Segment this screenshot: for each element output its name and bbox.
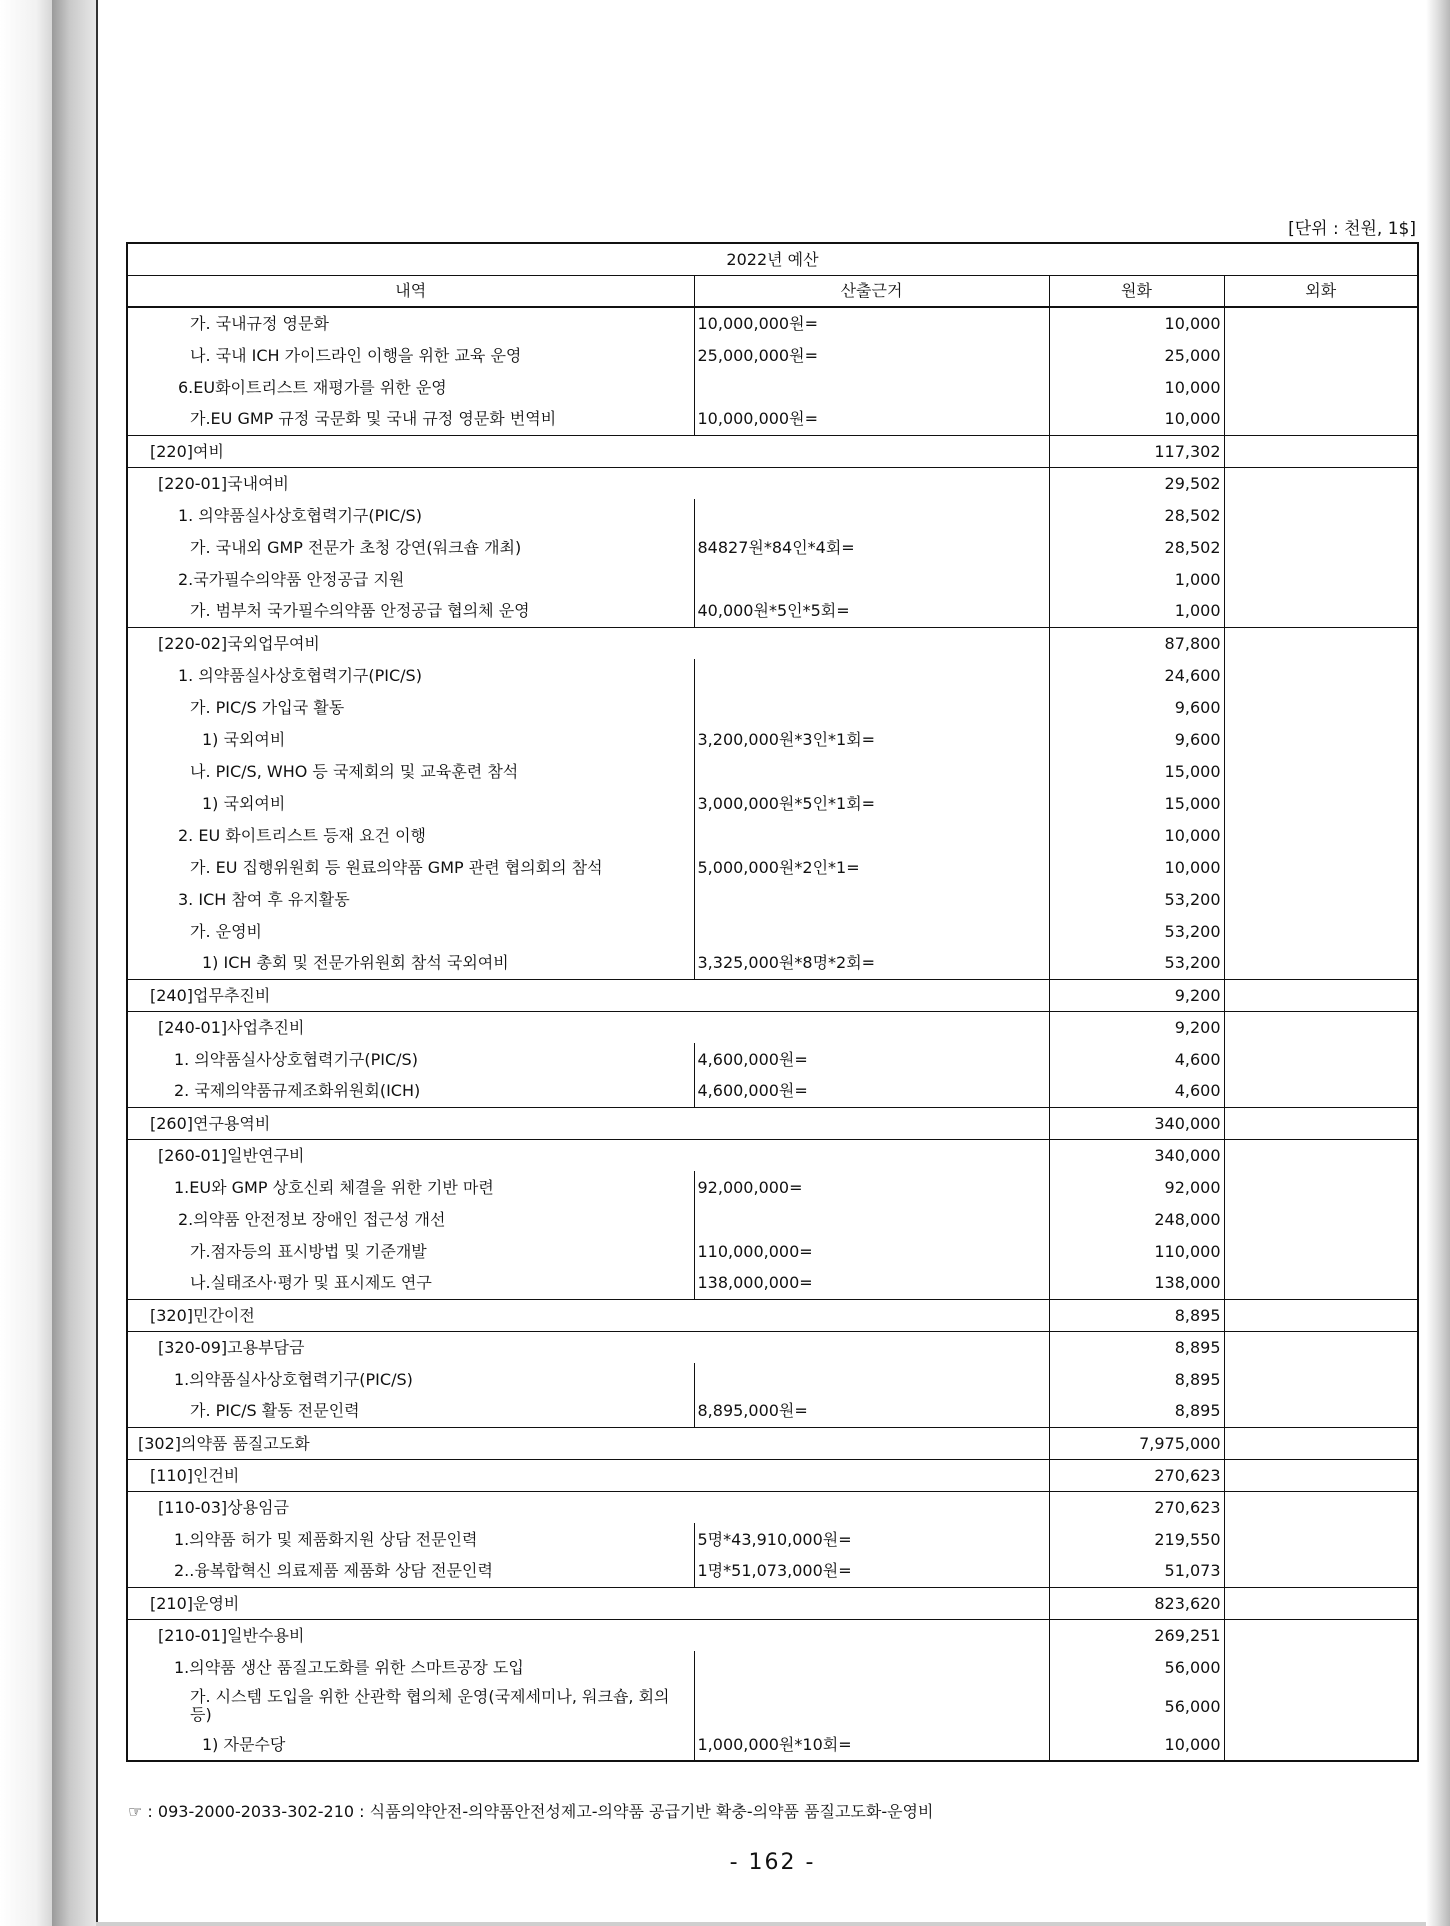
table-row [127, 787, 1418, 819]
table-row [127, 531, 1418, 563]
row-basis-cell [694, 1363, 1049, 1395]
table-row [127, 1235, 1418, 1267]
row-fx-cell [1224, 1651, 1418, 1683]
row-basis-cell: 10,000,000원= [694, 307, 1049, 339]
row-krw-cell: 15,000 [1049, 755, 1224, 787]
row-item-cell: 나. PIC/S, WHO 등 국제회의 및 교육훈련 참석 [127, 755, 694, 787]
row-item-cell: 1.의약품 허가 및 제품화지원 상담 전문인력 [127, 1523, 694, 1555]
row-fx-cell [1224, 1363, 1418, 1395]
row-basis-cell [694, 883, 1049, 915]
row-krw-cell: 92,000 [1049, 1171, 1224, 1203]
page-number: - 162 - [729, 1850, 816, 1875]
row-krw-cell: 9,200 [1049, 1011, 1224, 1043]
row-basis-cell: 4,600,000원= [694, 1043, 1049, 1075]
row-krw-cell: 15,000 [1049, 787, 1224, 819]
table-row [127, 979, 1418, 1011]
row-fx-cell [1224, 307, 1418, 339]
row-basis-cell: 3,325,000원*8명*2회= [694, 947, 1049, 979]
row-krw-cell: 270,623 [1049, 1459, 1224, 1491]
row-basis-cell: 25,000,000원= [694, 339, 1049, 371]
row-item-cell: [302]의약품 품질고도화 [127, 1427, 1049, 1459]
row-item-cell: 나. 국내 ICH 가이드라인 이행을 위한 교육 운영 [127, 339, 694, 371]
table-row [127, 1107, 1418, 1139]
row-fx-cell [1224, 371, 1418, 403]
row-krw-cell: 10,000 [1049, 403, 1224, 435]
row-fx-cell [1224, 467, 1418, 499]
row-fx-cell [1224, 1171, 1418, 1203]
table-row [127, 1171, 1418, 1203]
table-row [127, 1395, 1418, 1427]
row-item-cell: 1.의약품 생산 품질고도화를 위한 스마트공장 도입 [127, 1651, 694, 1683]
row-fx-cell [1224, 1299, 1418, 1331]
row-item-cell: [110]인건비 [127, 1459, 1049, 1491]
row-krw-cell: 10,000 [1049, 1729, 1224, 1761]
row-krw-cell: 219,550 [1049, 1523, 1224, 1555]
row-basis-cell: 84827원*84인*4회= [694, 531, 1049, 563]
row-item-cell: [320]민간이전 [127, 1299, 1049, 1331]
table-row [127, 627, 1418, 659]
row-krw-cell: 269,251 [1049, 1619, 1224, 1651]
row-fx-cell [1224, 979, 1418, 1011]
row-fx-cell [1224, 1523, 1418, 1555]
row-item-cell: 2. EU 화이트리스트 등재 요건 이행 [127, 819, 694, 851]
row-krw-cell: 53,200 [1049, 883, 1224, 915]
row-item-cell: 2.의약품 안전정보 장애인 접근성 개선 [127, 1203, 694, 1235]
row-item-cell: 가. 국내외 GMP 전문가 초청 강연(워크숍 개최) [127, 531, 694, 563]
row-basis-cell: 92,000,000= [694, 1171, 1049, 1203]
table-row [127, 1555, 1418, 1587]
row-fx-cell [1224, 947, 1418, 979]
row-basis-cell: 3,200,000원*3인*1회= [694, 723, 1049, 755]
row-basis-cell [694, 371, 1049, 403]
row-item-cell: [260]연구용역비 [127, 1107, 1049, 1139]
row-fx-cell [1224, 851, 1418, 883]
row-krw-cell: 51,073 [1049, 1555, 1224, 1587]
row-basis-cell [694, 755, 1049, 787]
column-header-basis: 산출근거 [694, 275, 1049, 307]
row-item-cell: 가. 국내규정 영문화 [127, 307, 694, 339]
row-fx-cell [1224, 1235, 1418, 1267]
table-row [127, 1363, 1418, 1395]
table-row [127, 1729, 1418, 1761]
row-krw-cell: 9,600 [1049, 723, 1224, 755]
row-fx-cell [1224, 1267, 1418, 1299]
row-krw-cell: 248,000 [1049, 1203, 1224, 1235]
row-item-cell: 1. 의약품실사상호협력기구(PIC/S) [127, 659, 694, 691]
row-krw-cell: 7,975,000 [1049, 1427, 1224, 1459]
table-row [127, 1683, 1418, 1729]
row-krw-cell: 56,000 [1049, 1651, 1224, 1683]
row-krw-cell: 24,600 [1049, 659, 1224, 691]
row-krw-cell: 823,620 [1049, 1587, 1224, 1619]
row-krw-cell: 25,000 [1049, 339, 1224, 371]
row-fx-cell [1224, 435, 1418, 467]
row-item-cell: 가. PIC/S 활동 전문인력 [127, 1395, 694, 1427]
row-fx-cell [1224, 563, 1418, 595]
row-item-cell: [210]운영비 [127, 1587, 1049, 1619]
row-item-cell: [260-01]일반연구비 [127, 1139, 1049, 1171]
row-basis-cell [694, 1651, 1049, 1683]
row-basis-cell [694, 819, 1049, 851]
row-krw-cell: 10,000 [1049, 307, 1224, 339]
row-item-cell: [240-01]사업추진비 [127, 1011, 1049, 1043]
table-row [127, 403, 1418, 435]
row-basis-cell [694, 1683, 1049, 1729]
table-row [127, 1427, 1418, 1459]
row-item-cell: 1. 의약품실사상호협력기구(PIC/S) [127, 1043, 694, 1075]
table-row [127, 915, 1418, 947]
row-item-cell: 1.의약품실사상호협력기구(PIC/S) [127, 1363, 694, 1395]
row-fx-cell [1224, 915, 1418, 947]
row-item-cell: 가.EU GMP 규정 국문화 및 국내 규정 영문화 번역비 [127, 403, 694, 435]
row-basis-cell: 1명*51,073,000원= [694, 1555, 1049, 1587]
table-row [127, 947, 1418, 979]
row-fx-cell [1224, 691, 1418, 723]
table-row [127, 467, 1418, 499]
row-fx-cell [1224, 403, 1418, 435]
row-krw-cell: 9,200 [1049, 979, 1224, 1011]
row-basis-cell: 138,000,000= [694, 1267, 1049, 1299]
table-row [127, 1267, 1418, 1299]
row-item-cell: 1. 의약품실사상호협력기구(PIC/S) [127, 499, 694, 531]
row-fx-cell [1224, 787, 1418, 819]
row-basis-cell: 10,000,000원= [694, 403, 1049, 435]
row-basis-cell: 4,600,000원= [694, 1075, 1049, 1107]
row-basis-cell [694, 659, 1049, 691]
table-row [127, 1139, 1418, 1171]
row-fx-cell [1224, 1011, 1418, 1043]
row-item-cell: 6.EU화이트리스트 재평가를 위한 운영 [127, 371, 694, 403]
row-krw-cell: 10,000 [1049, 851, 1224, 883]
table-row [127, 1523, 1418, 1555]
row-fx-cell [1224, 1555, 1418, 1587]
table-row [127, 339, 1418, 371]
row-krw-cell: 110,000 [1049, 1235, 1224, 1267]
row-item-cell: 가. PIC/S 가입국 활동 [127, 691, 694, 723]
row-item-cell: 2.국가필수의약품 안정공급 지원 [127, 563, 694, 595]
row-item-cell: [110-03]상용임금 [127, 1491, 1049, 1523]
row-krw-cell: 10,000 [1049, 371, 1224, 403]
row-krw-cell: 1,000 [1049, 595, 1224, 627]
table-row [127, 595, 1418, 627]
table-row [127, 1619, 1418, 1651]
row-item-cell: 가. EU 집행위원회 등 원료의약품 GMP 관련 협의회의 참석 [127, 851, 694, 883]
table-header-row [127, 275, 1418, 307]
row-fx-cell [1224, 1107, 1418, 1139]
row-basis-cell [694, 1203, 1049, 1235]
row-fx-cell [1224, 1587, 1418, 1619]
row-fx-cell [1224, 1427, 1418, 1459]
row-krw-cell: 138,000 [1049, 1267, 1224, 1299]
row-krw-cell: 28,502 [1049, 499, 1224, 531]
row-fx-cell [1224, 627, 1418, 659]
row-krw-cell: 340,000 [1049, 1107, 1224, 1139]
table-row [127, 1299, 1418, 1331]
table-row [127, 1011, 1418, 1043]
footnote: ☞ : 093-2000-2033-302-210 : 식품의약안전-의약품안전성제고-의약품 공급기반 확충-의약품 품질고도화-운영비 [128, 1802, 934, 1821]
row-fx-cell [1224, 499, 1418, 531]
row-basis-cell [694, 563, 1049, 595]
row-fx-cell [1224, 659, 1418, 691]
table-row [127, 435, 1418, 467]
row-basis-cell: 5,000,000원*2인*1= [694, 851, 1049, 883]
table-row [127, 1331, 1418, 1363]
row-item-cell: 2..융복합혁신 의료제품 제품화 상담 전문인력 [127, 1555, 694, 1587]
row-krw-cell: 117,302 [1049, 435, 1224, 467]
row-item-cell: 2. 국제의약품규제조화위원회(ICH) [127, 1075, 694, 1107]
row-krw-cell: 29,502 [1049, 467, 1224, 499]
row-fx-cell [1224, 1203, 1418, 1235]
table-row [127, 1491, 1418, 1523]
row-krw-cell: 8,895 [1049, 1299, 1224, 1331]
row-fx-cell [1224, 595, 1418, 627]
table-row [127, 723, 1418, 755]
table-row [127, 755, 1418, 787]
row-fx-cell [1224, 723, 1418, 755]
row-item-cell: 1) 국외여비 [127, 787, 694, 819]
row-krw-cell: 9,600 [1049, 691, 1224, 723]
table-row [127, 819, 1418, 851]
table-row [127, 563, 1418, 595]
row-krw-cell: 4,600 [1049, 1043, 1224, 1075]
row-fx-cell [1224, 1043, 1418, 1075]
row-basis-cell: 3,000,000원*5인*1회= [694, 787, 1049, 819]
table-row [127, 1651, 1418, 1683]
table-row [127, 371, 1418, 403]
row-basis-cell [694, 691, 1049, 723]
row-fx-cell [1224, 883, 1418, 915]
row-basis-cell [694, 915, 1049, 947]
row-fx-cell [1224, 1729, 1418, 1761]
row-fx-cell [1224, 1459, 1418, 1491]
column-header-item: 내역 [127, 275, 694, 307]
page-curl-edge [1426, 0, 1450, 1926]
row-fx-cell [1224, 1619, 1418, 1651]
table-row [127, 499, 1418, 531]
table-caption: 2022년 예산 [127, 243, 1418, 275]
row-item-cell: [220-02]국외업무여비 [127, 627, 1049, 659]
table-row [127, 659, 1418, 691]
column-header-fx: 외화 [1224, 275, 1418, 307]
row-basis-cell [694, 499, 1049, 531]
row-item-cell: 가. 운영비 [127, 915, 694, 947]
row-fx-cell [1224, 1491, 1418, 1523]
table-row [127, 1459, 1418, 1491]
row-item-cell: 3. ICH 참여 후 유지활동 [127, 883, 694, 915]
row-krw-cell: 56,000 [1049, 1683, 1224, 1729]
row-krw-cell: 28,502 [1049, 531, 1224, 563]
row-item-cell: 가. 범부처 국가필수의약품 안정공급 협의체 운영 [127, 595, 694, 627]
row-krw-cell: 8,895 [1049, 1331, 1224, 1363]
row-item-cell: [210-01]일반수용비 [127, 1619, 1049, 1651]
row-item-cell: [220-01]국내여비 [127, 467, 1049, 499]
row-fx-cell [1224, 1395, 1418, 1427]
table-row [127, 883, 1418, 915]
row-basis-cell: 40,000원*5인*5회= [694, 595, 1049, 627]
row-item-cell: 1) ICH 총회 및 전문가위원회 참석 국외여비 [127, 947, 694, 979]
row-krw-cell: 1,000 [1049, 563, 1224, 595]
table-row [127, 1203, 1418, 1235]
row-krw-cell: 10,000 [1049, 819, 1224, 851]
table-row [127, 1075, 1418, 1107]
budget-table [126, 242, 1419, 1762]
row-fx-cell [1224, 755, 1418, 787]
table-row [127, 1043, 1418, 1075]
row-item-cell: 1) 자문수당 [127, 1729, 694, 1761]
row-basis-cell: 1,000,000원*10회= [694, 1729, 1049, 1761]
page-bottom-edge [96, 1922, 1426, 1926]
table-row [127, 851, 1418, 883]
row-krw-cell: 53,200 [1049, 915, 1224, 947]
row-krw-cell: 53,200 [1049, 947, 1224, 979]
column-header-krw: 원화 [1049, 275, 1224, 307]
row-fx-cell [1224, 1331, 1418, 1363]
row-fx-cell [1224, 1683, 1418, 1729]
row-krw-cell: 8,895 [1049, 1363, 1224, 1395]
row-krw-cell: 340,000 [1049, 1139, 1224, 1171]
table-caption-row [127, 243, 1418, 275]
row-item-cell: [320-09]고용부담금 [127, 1331, 1049, 1363]
unit-note: [단위 : 천원, 1$] [1288, 219, 1416, 239]
row-item-cell: 1.EU와 GMP 상호신뢰 체결을 위한 기반 마련 [127, 1171, 694, 1203]
row-item-cell: [240]업무추진비 [127, 979, 1049, 1011]
row-fx-cell [1224, 531, 1418, 563]
row-item-cell: 1) 국외여비 [127, 723, 694, 755]
row-krw-cell: 87,800 [1049, 627, 1224, 659]
table-body [127, 307, 1418, 1761]
row-fx-cell [1224, 1075, 1418, 1107]
row-item-cell: [220]여비 [127, 435, 1049, 467]
row-basis-cell: 8,895,000원= [694, 1395, 1049, 1427]
row-fx-cell [1224, 1139, 1418, 1171]
table-row [127, 307, 1418, 339]
row-item-cell: 가. 시스템 도입을 위한 산관학 협의체 운영(국제세미나, 워크숍, 회의 등) [127, 1683, 694, 1729]
table-row [127, 1587, 1418, 1619]
row-krw-cell: 270,623 [1049, 1491, 1224, 1523]
row-krw-cell: 4,600 [1049, 1075, 1224, 1107]
row-fx-cell [1224, 339, 1418, 371]
row-item-cell: 나.실태조사·평가 및 표시제도 연구 [127, 1267, 694, 1299]
row-basis-cell: 110,000,000= [694, 1235, 1049, 1267]
row-krw-cell: 8,895 [1049, 1395, 1224, 1427]
row-fx-cell [1224, 819, 1418, 851]
row-item-cell: 가.점자등의 표시방법 및 기준개발 [127, 1235, 694, 1267]
row-basis-cell: 5명*43,910,000원= [694, 1523, 1049, 1555]
table-row [127, 691, 1418, 723]
book-binding-edge [52, 0, 98, 1926]
